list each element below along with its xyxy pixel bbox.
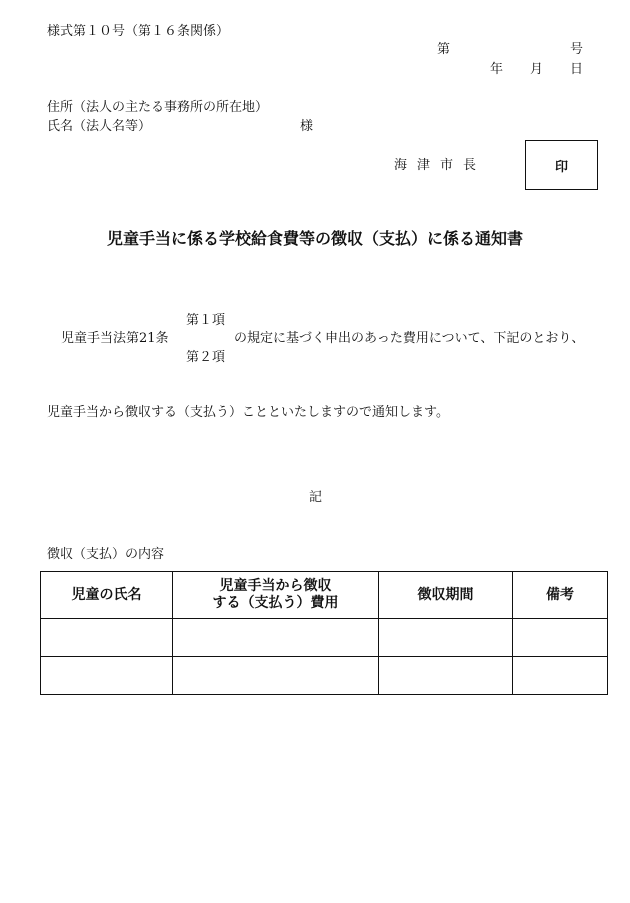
cell-remarks bbox=[513, 619, 608, 657]
date-month: 月 bbox=[530, 62, 544, 77]
cell-period bbox=[379, 657, 513, 695]
clause-1: 第１項 bbox=[186, 313, 226, 328]
cell-period bbox=[379, 619, 513, 657]
honorific: 様 bbox=[300, 119, 314, 134]
header-period: 徴収期間 bbox=[379, 572, 513, 619]
table-header-row bbox=[41, 572, 608, 619]
cell-child-name bbox=[41, 619, 173, 657]
form-number: 様式第１０号（第１６条関係） bbox=[47, 24, 230, 39]
content-table bbox=[40, 571, 608, 695]
doc-number-suffix: 号 bbox=[570, 42, 584, 57]
name-label: 氏名（法人名等） bbox=[47, 119, 152, 134]
date-day: 日 bbox=[570, 62, 584, 77]
seal-box bbox=[525, 140, 598, 190]
doc-number-prefix: 第 bbox=[437, 42, 451, 57]
header-child-name: 児童の氏名 bbox=[41, 572, 173, 619]
date-year: 年 bbox=[490, 62, 504, 77]
address-label: 住所（法人の主たる事務所の所在地） bbox=[47, 100, 269, 115]
law-reference: 児童手当法第21条 bbox=[61, 331, 169, 346]
header-remarks: 備考 bbox=[513, 572, 608, 619]
header-cost-line-2: する（支払う）費用 bbox=[212, 595, 339, 611]
section-label: 徴収（支払）の内容 bbox=[47, 547, 165, 562]
table-row bbox=[41, 657, 608, 695]
cell-cost bbox=[173, 657, 379, 695]
ki-mark: 記 bbox=[309, 490, 323, 505]
body-line-2: 児童手当から徴収する（支払う）ことといたしますので通知します。 bbox=[47, 405, 449, 420]
body-line-1: の規定に基づく申出のあった費用について、下記のとおり、 bbox=[234, 331, 585, 346]
cell-cost bbox=[173, 619, 379, 657]
document-title: 児童手当に係る学校給食費等の徴収（支払）に係る通知書 bbox=[106, 229, 523, 248]
table-row bbox=[41, 619, 608, 657]
cell-child-name bbox=[41, 657, 173, 695]
clause-2: 第２項 bbox=[186, 350, 226, 365]
cell-remarks bbox=[513, 657, 608, 695]
header-cost bbox=[173, 572, 379, 619]
seal-label: 印 bbox=[554, 159, 568, 175]
header-cost-line-1: 児童手当から徴収 bbox=[219, 578, 332, 594]
issuer-title: 海津市長 bbox=[394, 158, 487, 173]
